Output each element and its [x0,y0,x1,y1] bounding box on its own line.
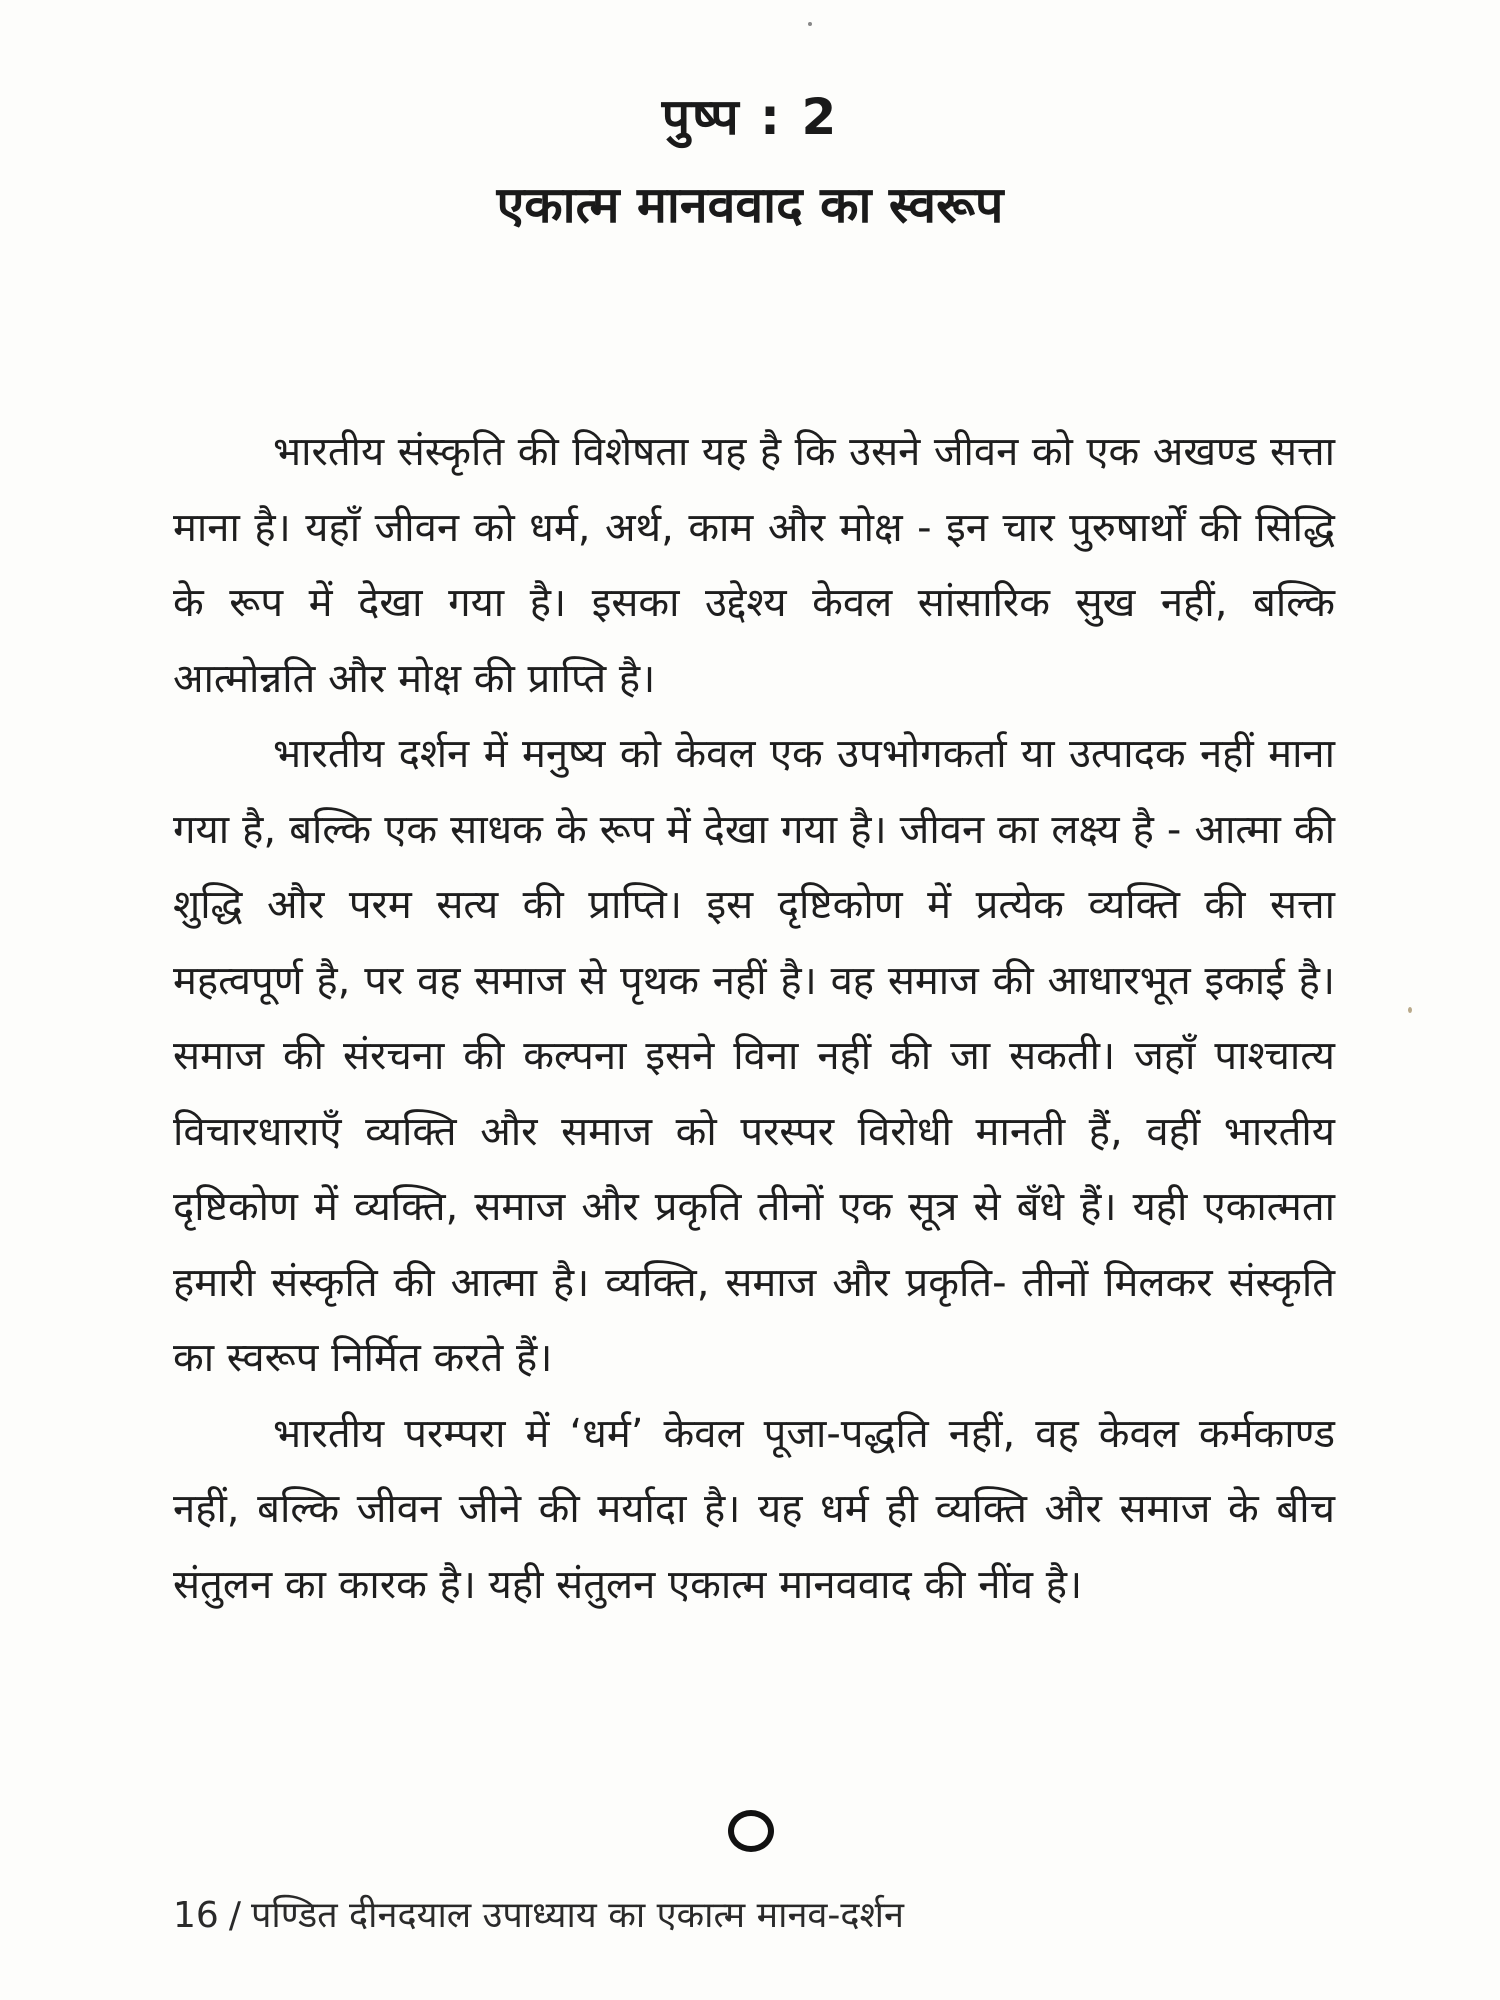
chapter-number: पुष्प : 2 [661,88,839,146]
page-footer [173,1895,1273,1936]
footer-separator: / [228,1895,241,1936]
book-title: पण्डित दीनदयाल उपाध्याय का एकात्म मानव-दर्शन [250,1895,905,1936]
paragraph-1: भारतीय संस्कृति की विशेषता यह है कि उसने जीवन को एक अखण्ड सत्ता माना है। यहाँ जीवन को धर्म, अर्थ, काम और मोक्ष - इन चार पुरुषार्थों की सिद्धि के रूप में देखा गया है। इसका उद्देश्य केवल सांसारिक सुख नहीं, बल्कि आत्मोन्नति और मोक्ष की प्राप्ति है। [173,429,1335,702]
paragraph-2: भारतीय दर्शन में मनुष्य को केवल एक उपभोगकर्ता या उत्पादक नहीं माना गया है, बल्कि एक साधक के रूप में देखा गया है। जीवन का लक्ष्य है - आत्मा की शुद्धि और परम सत्य की प्राप्ति। इस दृष्टिकोण में प्रत्येक व्यक्ति की सत्ता महत्वपूर्ण है, पर वह समाज से पृथक नहीं है। वह समाज की आधारभूत इकाई है। समाज की संरचना की कल्पना इसने विना नहीं की जा सकती। जहाँ पाश्चात्य विचारधाराएँ व्यक्ति और समाज को परस्पर विरोधी मानती हैं, वहीं भारतीय दृष्टिकोण में व्यक्ति, समाज और प्रकृति तीनों एक सूत्र से बँधे हैं। यही एकात्मता हमारी संस्कृति की आत्मा है। व्यक्ति, समाज और प्रकृति- तीनों मिलकर संस्कृति का स्वरूप निर्मित करते हैं। [173,731,1335,1381]
page-number: 16 [173,1895,219,1936]
print-speck [808,22,812,26]
chapter-body [173,415,1335,1623]
print-speck [1408,1007,1412,1013]
paragraph-3: भारतीय परम्परा में ‘धर्म’ केवल पूजा-पद्धति नहीं, वह केवल कर्मकाण्ड नहीं, बल्कि जीवन जीने की मर्यादा है। यह धर्म ही व्यक्ति और समाज के बीच संतुलन का कारक है। यही संतुलन एकात्म मानववाद की नींव है। [173,1410,1335,1608]
section-end-circle-icon [728,1810,774,1852]
chapter-title: एकात्म मानववाद का स्वरूप [496,176,1004,234]
